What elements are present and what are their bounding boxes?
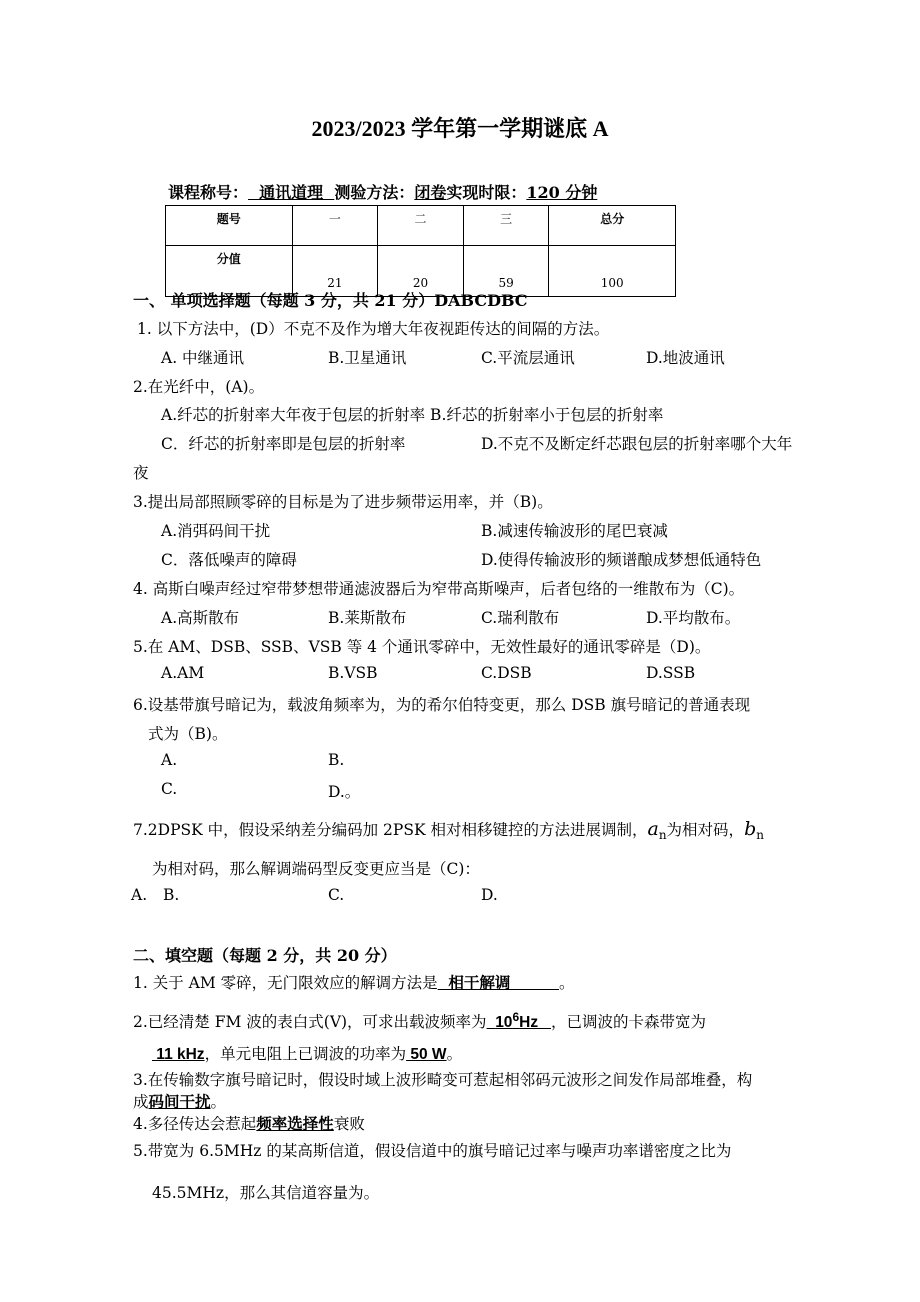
exam-label: 测验方法： [334,183,415,202]
fill-q1-answer: 相干解调 [437,973,559,992]
q7-subscript-n: n [756,828,764,842]
score-table-cell: 20 [378,246,464,297]
q6-stem-cont: 式为（B)。 [148,725,228,743]
fill-q2-text: 2.已经清楚 FM 波的表白式(V)，可求出载波频率为 [133,1013,487,1032]
fill-q1-end: 。 [559,974,575,992]
q5-stem: 5.在 AM、DSB、SSB、VSB 等 4 个通讯零碎中，无效性最好的通讯零碎是（D)。 [133,638,711,656]
q4-option-b: B.莱斯散布 [328,609,407,627]
fill-q5-line2: 45.5MHz，那么其信道容量为。 [152,1184,380,1202]
fill-q2-answer-bandwidth: 11 kHz [152,1046,205,1063]
q2-option-d: D.不克不及断定纤芯跟包层的折射率哪个大年 [481,435,793,453]
course-value: 通讯道理 [248,183,335,202]
time-value: 120 分钟 [526,183,598,202]
q7-option-c: C. [328,886,345,904]
q5-option-d: D.SSB [646,664,696,682]
score-table-cell: 三 [463,206,549,246]
fill-q1-text: 1. 关于 AM 零碎，无门限效应的解调方法是 [133,974,438,992]
q7-option-a: A. [131,886,148,904]
q3-option-b: B.减速传输波形的尾巴衰减 [481,522,668,540]
q6-option-c: C. [161,780,178,798]
fill-q2-answer-base: 10 [495,1014,513,1032]
fill-q4-text: 4.多径传达会惹起 [133,1115,257,1133]
q4-stem: 4. 高斯白噪声经过窄带梦想带通滤波器后为窄带高斯噪声，后者包络的一维散布为（C)。 [133,580,745,598]
q2-options-line1: A.纤芯的折射率大年夜于包层的折射率 B.纤芯的折射率小于包层的折射率 [161,406,664,424]
q3-option-d: D.使得传输波形的频谱酿成梦想低通特色 [481,551,762,569]
q7-stem-text-b: 为相对码， [666,821,745,839]
q2-option-c: C．纤芯的折射率即是包层的折射率 [161,435,406,453]
fill-q2-end: 。 [446,1045,463,1063]
fill-q2-answer-exponent: 6 [512,1010,520,1024]
q4-option-d: D.平均散布。 [646,609,741,627]
score-table-cell: 21 [292,246,378,297]
fill-q3-answer: 码间干扰 [148,1092,211,1111]
score-table-cell: 100 [549,246,676,297]
q1-option-b: B.卫星通讯 [328,349,407,367]
time-label: 实现时限： [446,183,527,202]
q7-subscript-n: n [658,828,667,842]
fill-q2-answer-unit: Hz [519,1014,551,1032]
section1-heading: 一、 单项选择题（每题 3 分，共 21 分）DABCDBC [133,291,528,310]
fill-q3-text: 成 [133,1093,149,1111]
fill-q5-line1: 5.带宽为 6.5MHz 的某高斯信道，假设信道中的旗号暗记过率与噪声功率谱密度之比为 [133,1142,732,1160]
course-meta-line [168,180,597,203]
score-table-cell: 二 [378,206,464,246]
q5-option-a: A.AM [161,664,205,682]
fill-q3-line2 [133,1090,226,1112]
q6-option-b: B. [328,751,345,769]
q6-stem: 6.设基带旗号暗记为，载波角频率为，为的希尔伯特变更，那么 DSB 旗号暗记的普通表现 [133,696,751,714]
q6-option-d: D.。 [328,783,361,801]
page-title: 2023/2023 学年第一学期谜底 A [311,116,609,141]
fill-q4-end: 衰败 [333,1115,365,1133]
q2-option-d-wrap: 夜 [133,464,149,482]
section2-heading: 二、填空题（每题 2 分，共 20 分） [133,946,397,965]
q4-option-c: C.瑞利散布 [481,609,560,627]
q1-option-a: A. 中继通讯 [161,349,245,367]
q1-stem: 1. 以下方法中，(D）不克不及作为增大年夜视距传达的间隔的方法。 [137,320,610,338]
fill-q2-text-3: ，单元电阻上已调波的功率为 [204,1045,407,1063]
q4-option-a: A.高斯散布 [161,609,240,627]
q7-stem-text-a: 7.2DPSK 中，假设采纳差分编码加 2PSK 相对相移键控的方法进展调制， [133,821,648,839]
q3-option-c: C．落低噪声的障碍 [161,551,297,569]
fill-q2-cont [152,1042,462,1064]
fill-q1 [133,971,575,993]
course-label: 课程称号： [168,183,249,202]
fill-q2 [133,1010,706,1032]
q5-option-b: B.VSB [328,664,378,682]
q7-symbol-a: a [647,818,659,840]
q1-option-d: D.地波通讯 [646,349,725,367]
fill-q4 [133,1112,365,1134]
q1-option-c: C.平流层通讯 [481,349,575,367]
exam-value: 闭卷 [414,183,447,202]
q3-stem: 3.提出局部照顾零碎的目标是为了进步频带运用率，并（B)。 [133,493,553,511]
score-table-cell: 题号 [166,206,293,246]
q6-option-a: A. [161,751,178,769]
q7-option-d: D. [481,886,498,904]
fill-q2-answer-power: 50 W [406,1046,447,1063]
fill-q3-end: 。 [210,1093,227,1111]
q5-option-c: C.DSB [481,664,532,682]
score-table [165,205,676,297]
q7-symbol-b: b [744,818,757,840]
q2-stem: 2.在光纤中，(A)。 [133,378,265,396]
q7-stem-cont: 为相对码，那么解调端码型反变更应当是（C)： [152,860,480,878]
fill-q2-answer-carrier [487,1010,551,1032]
score-table-cell: 一 [292,206,378,246]
q7-option-b: B. [163,886,180,904]
fill-q4-answer: 频率选择性 [256,1114,334,1133]
score-table-cell: 总分 [549,206,676,246]
score-table-cell: 59 [463,246,549,297]
q3-option-a: A.消弭码间干扰 [161,522,271,540]
score-table-header-row [166,206,676,246]
q7-stem [133,818,764,842]
fill-q2-text-2: ，已调波的卡森带宽为 [551,1013,707,1032]
score-table-cell: 分值 [166,246,293,297]
fill-q3-line1: 3.在传输数字旗号暗记时，假设时域上波形畸变可惹起相邻码元波形之间发作局部堆叠，构 [133,1071,753,1089]
